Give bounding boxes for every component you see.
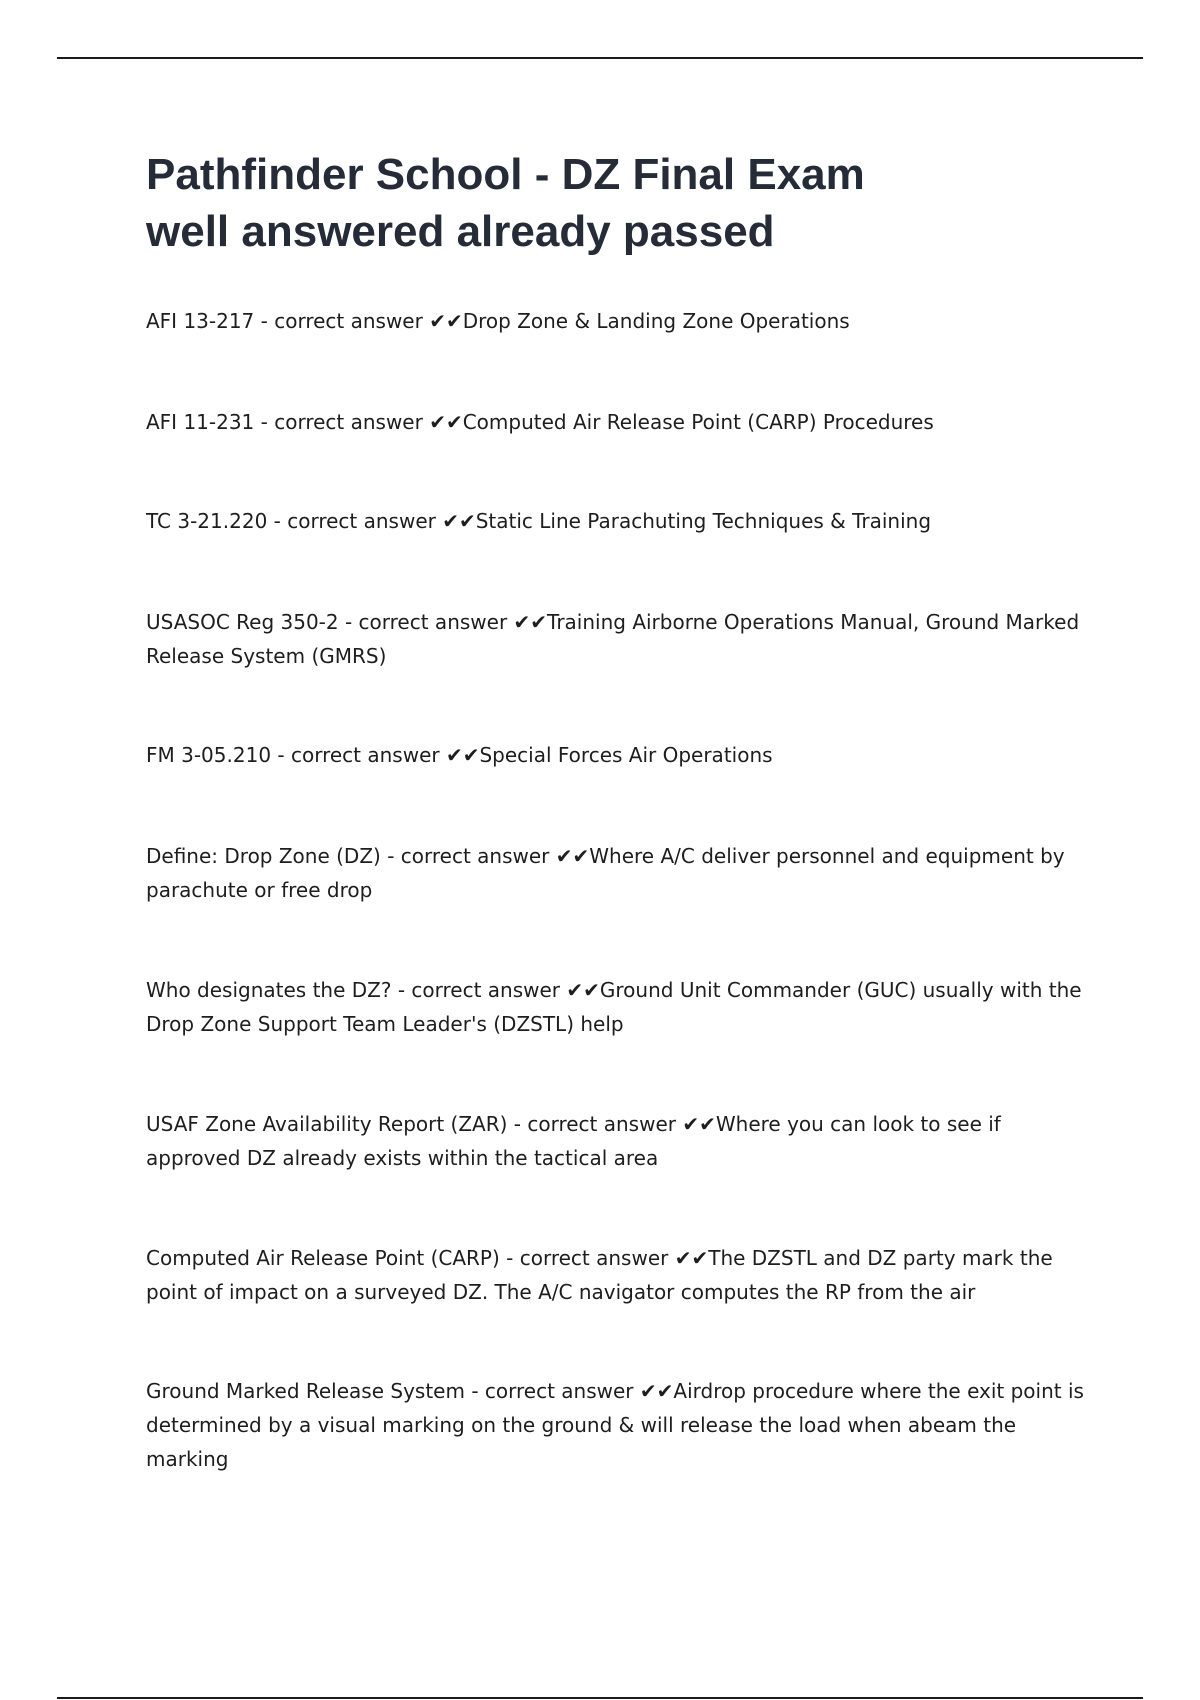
qa-entry-define-drop-zone: [146, 839, 1096, 907]
qa-entry-text: TC 3-21.220 - correct answer ✔✔Static Line Parachuting Techniques & Training: [146, 509, 932, 533]
qa-entry-fm-3-05-210: [146, 738, 1096, 772]
qa-entry-tc-3-21-220: [146, 504, 1096, 538]
qa-entry-afi-11-231: [146, 405, 1096, 439]
qa-entry-text: Computed Air Release Point (CARP) - correct answer ✔✔The DZSTL and DZ party mark the point of impact on a surveyed DZ. The A/C navigator computes the RP from the air: [146, 1246, 1053, 1304]
qa-entry-afi-13-217: [146, 304, 1096, 338]
qa-entry-text: AFI 11-231 - correct answer ✔✔Computed Air Release Point (CARP) Procedures: [146, 410, 934, 434]
qa-entry-text: AFI 13-217 - correct answer ✔✔Drop Zone & Landing Zone Operations: [146, 309, 850, 333]
qa-entry-text: Who designates the DZ? - correct answer ✔✔Ground Unit Commander (GUC) usually with the Drop Zone Support Team Leader's (DZSTL) help: [146, 978, 1082, 1036]
bottom-divider: [57, 1697, 1143, 1699]
qa-entry-usasoc-reg-350-2: [146, 605, 1096, 673]
qa-entry-text: USAF Zone Availability Report (ZAR) - correct answer ✔✔Where you can look to see if approved DZ already exists within the tactical area: [146, 1112, 1001, 1170]
qa-entry-text: Ground Marked Release System - correct answer ✔✔Airdrop procedure where the exit point is determined by a visual marking on the ground & will release the load when abeam the marking: [146, 1379, 1084, 1471]
qa-entry-text: Define: Drop Zone (DZ) - correct answer ✔✔Where A/C deliver personnel and equipment by parachute or free drop: [146, 844, 1065, 902]
qa-entry-usaf-zar: [146, 1107, 1096, 1175]
title-line-2: well answered already passed: [146, 207, 775, 256]
document-body: [146, 146, 1096, 1471]
title-line-1: Pathfinder School - DZ Final Exam: [146, 150, 865, 199]
qa-entry-carp: [146, 1241, 1096, 1309]
qa-entry-who-designates-dz: [146, 973, 1096, 1041]
top-divider: [57, 57, 1143, 59]
document-title: [146, 146, 1096, 260]
qa-entry-text: USASOC Reg 350-2 - correct answer ✔✔Training Airborne Operations Manual, Ground Marked Release System (GMRS): [146, 610, 1080, 668]
qa-entry-gmrs: [146, 1374, 1096, 1476]
qa-entry-text: FM 3-05.210 - correct answer ✔✔Special Forces Air Operations: [146, 743, 773, 767]
